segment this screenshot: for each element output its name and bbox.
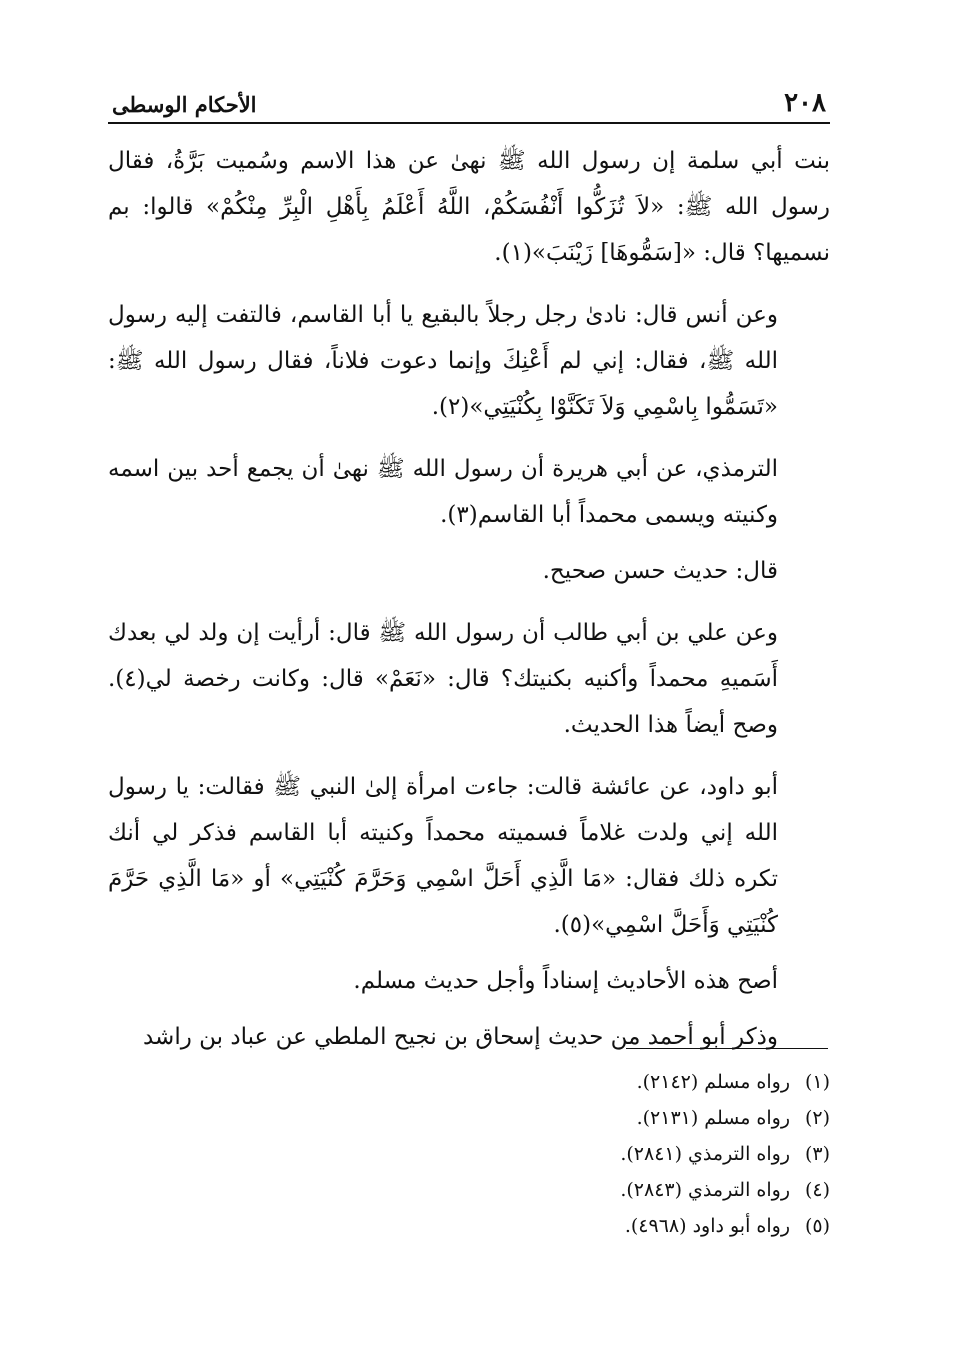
footnote-text: رواه مسلم (٢١٣١). [636, 1107, 790, 1129]
footnote [230, 1064, 830, 1100]
footnote-text: رواه الترمذي (٢٨٤٣). [620, 1179, 790, 1201]
page-number: ٢٠٨ [784, 88, 826, 118]
footnote [230, 1208, 830, 1244]
paragraph: أبو داود، عن عائشة قالت: جاءت امرأة إلىٰ النبي ﷺ فقالت: يا رسول الله إني ولدت غلاماً فسميته محمداً وكنيته أبا القاسم فذكر لي أنك تكره ذلك فقال: «مَا الَّذِي أَحَلَّ اسْمِي وَحَرَّمَ كُنْيَتِي» أو «مَا الَّذِي حَرَّمَ كُنْيَتِي وَأَحَلَّ اسْمِي»(٥). [108, 774, 778, 938]
footnote-divider [626, 1048, 828, 1049]
footnote-number: (٣) [804, 1143, 830, 1165]
running-title: الأحكام الوسطى [112, 92, 257, 117]
paragraph: بنت أبي سلمة إن رسول الله ﷺ نهىٰ عن هذا الاسم وسُميت بَرَّةُ، فقال رسول الله ﷺ: «لاَ تُزَكُّوا أَنْفُسَكُمْ، اللَّهُ أَعْلَمُ بِأَهْلِ الْبِرِّ مِنْكُمْ» قالوا: بم نسميها؟ قال: «[سَمُّوهَا] زَيْنَبَ»(١). [108, 148, 830, 266]
paragraph: وذكر أبو أحمد من حديث إسحاق بن نجيح الملطي عن عباد بن راشد [142, 1024, 778, 1050]
paragraph: وعن علي بن أبي طالب أن رسول الله ﷺ قال: أرأيت إن ولد لي بعدك أَسَميهِ محمداً وأكنيه بكنيتك؟ قال: «نَعَمْ» قال: وكانت رخصة لي(٤). وصح أيضاً هذا الحديث. [108, 620, 778, 738]
paragraph: أصح هذه الأحاديث إسناداً وأجل حديث مسلم. [353, 968, 778, 994]
footnotes-list [230, 1064, 830, 1244]
footnote [230, 1100, 830, 1136]
paragraph: الترمذي، عن أبي هريرة أن رسول الله ﷺ نهىٰ أن يجمع أحد بين اسمه وكنيته ويسمى محمداً أبا القاسم(٣). [108, 456, 778, 528]
footnote-text: رواه مسلم (٢١٤٢). [636, 1071, 790, 1093]
paragraph: قال: حديث حسن صحيح. [542, 558, 778, 584]
footnote-number: (٤) [804, 1179, 830, 1201]
footnote-number: (١) [804, 1071, 830, 1093]
main-text [108, 138, 830, 1076]
footnote-text: رواه الترمذي (٢٨٤١). [620, 1143, 790, 1165]
page-header [108, 86, 830, 124]
footnote [230, 1172, 830, 1208]
footnote-number: (٥) [804, 1215, 830, 1237]
footnote-number: (٢) [804, 1107, 830, 1129]
footnote-text: رواه أبو داود (٤٩٦٨). [624, 1215, 790, 1237]
paragraph: وعن أنس قال: نادىٰ رجل رجلاً بالبقيع يا أبا القاسم، فالتفت إليه رسول الله ﷺ، فقال: إني لم أَعْنِكَ وإنما دعوت فلاناً، فقال رسول الله ﷺ: «تَسَمُّوا بِاسْمِي وَلاَ تَكَنَّوْا بِكُنْيَتِي»(٢). [108, 302, 778, 420]
footnote [230, 1136, 830, 1172]
